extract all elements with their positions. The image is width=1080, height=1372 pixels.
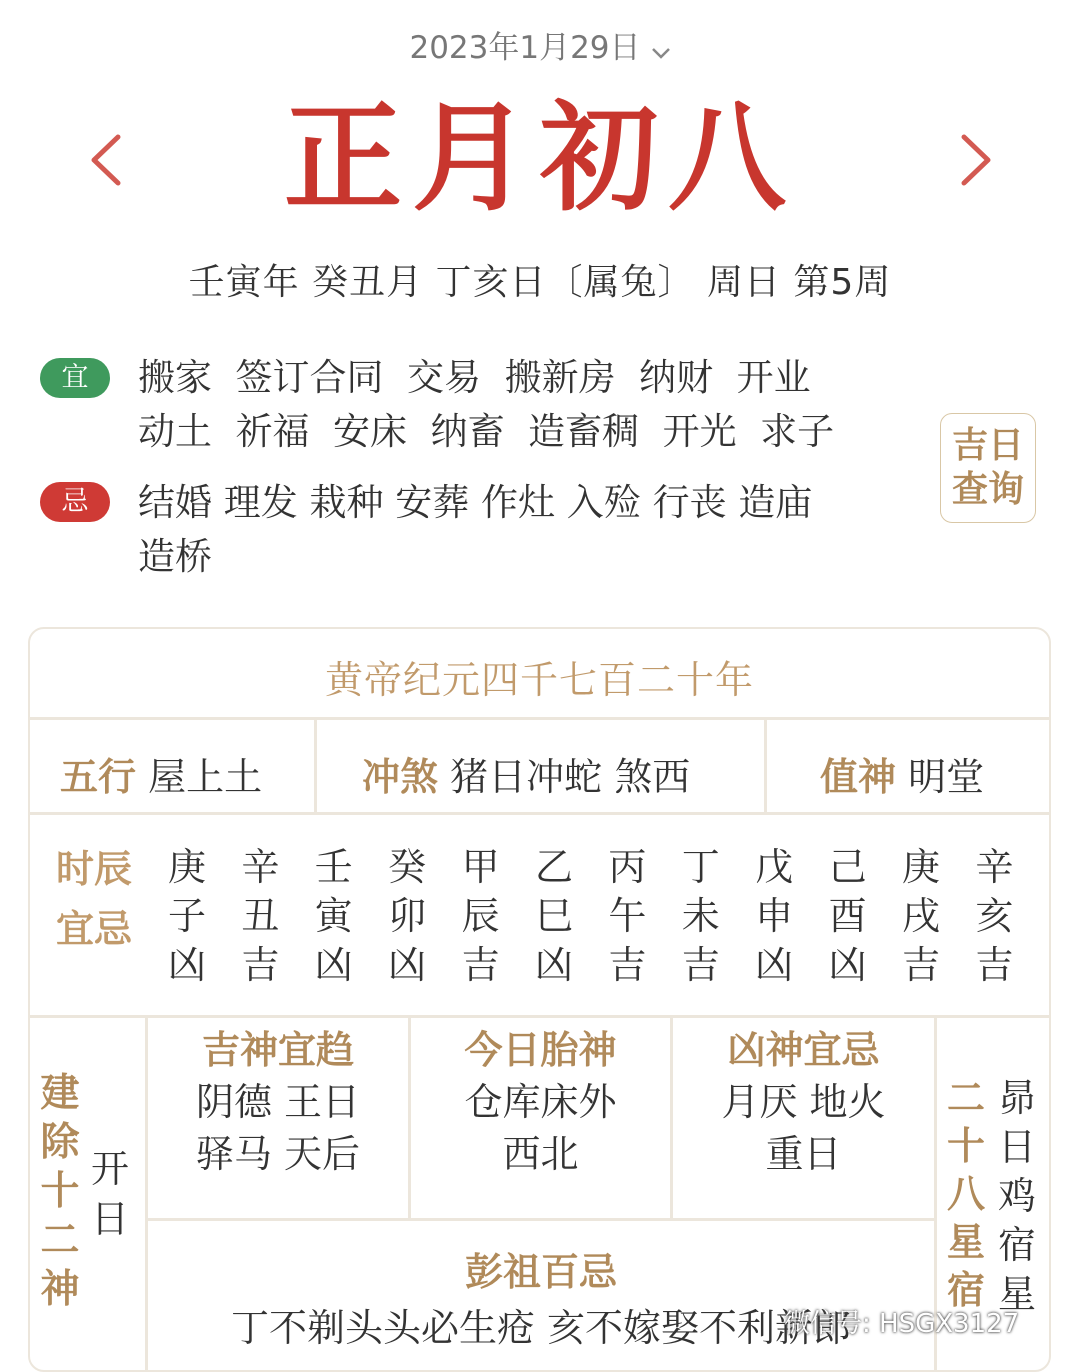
jishen-box <box>148 1024 408 1180</box>
hour-luck: 吉 <box>681 943 720 987</box>
hour-luck: 凶 <box>828 943 867 987</box>
divider <box>314 717 317 813</box>
date-selector[interactable] <box>0 22 1080 68</box>
xiongshen-line-2: 重日 <box>765 1132 842 1176</box>
hour-luck: 凶 <box>755 943 794 987</box>
next-day-arrow-icon[interactable] <box>950 125 1000 195</box>
hour-stem: 己 <box>828 845 867 889</box>
hour-branch: 酉 <box>828 894 867 938</box>
divider <box>30 1015 1051 1018</box>
zhishen-cell <box>820 746 984 801</box>
divider <box>145 1218 937 1221</box>
taishen-box <box>411 1024 670 1180</box>
divider <box>764 717 767 813</box>
divider <box>30 717 1051 720</box>
hour-stem: 戊 <box>755 845 794 889</box>
taishen-line-1: 仓库床外 <box>464 1080 617 1124</box>
ganzhi-info-line: 壬寅年 癸丑月 丁亥日〔属兔〕 周日 第5周 <box>188 262 892 303</box>
hour-column <box>456 843 506 990</box>
huangdi-era-title: 黄帝纪元四千七百二十年 <box>324 658 754 702</box>
hour-column <box>235 843 285 990</box>
almanac-card <box>28 627 1051 1372</box>
hour-luck: 吉 <box>241 943 280 987</box>
chevron-down-icon <box>651 32 671 68</box>
hour-column <box>162 843 212 990</box>
hour-stem: 辛 <box>241 845 280 889</box>
hour-stem: 庚 <box>901 845 940 889</box>
hour-column <box>602 843 652 990</box>
hour-stem: 癸 <box>388 845 427 889</box>
ji-badge: 忌 <box>40 482 110 522</box>
hour-column <box>382 843 432 990</box>
hour-stem: 丁 <box>681 845 720 889</box>
hour-luck: 吉 <box>975 943 1014 987</box>
lunar-date-title: 正月初八 <box>283 89 796 227</box>
hour-branch: 子 <box>167 894 206 938</box>
wuxing-cell <box>60 746 262 801</box>
hour-branch: 寅 <box>314 894 353 938</box>
hour-luck: 凶 <box>167 943 206 987</box>
hour-column <box>529 843 579 990</box>
divider <box>30 812 1051 815</box>
pengzu-text: 丁不剃头头必生疮 亥不嫁娶不利新郎 <box>230 1306 852 1350</box>
date-selector-label: 2023年1月29日 <box>409 30 641 66</box>
taishen-line-2: 西北 <box>502 1132 579 1176</box>
hour-stem: 丙 <box>608 845 647 889</box>
chongsha-value: 猪日冲蛇 煞西 <box>450 755 691 799</box>
zhishen-value: 明堂 <box>908 755 985 799</box>
hour-branch: 辰 <box>461 894 500 938</box>
hour-branch: 亥 <box>975 894 1014 938</box>
hour-stem: 庚 <box>167 845 206 889</box>
pengzu-title: 彭祖百忌 <box>464 1250 617 1294</box>
jishen-title: 吉神宜趋 <box>201 1028 354 1072</box>
hour-stem: 辛 <box>975 845 1014 889</box>
hour-luck: 吉 <box>901 943 940 987</box>
chongsha-cell <box>362 746 690 801</box>
good-activities-line-2: 动土 祈福 安床 纳畜 造畜稠 开光 求子 <box>138 410 835 453</box>
good-activities-line-1: 搬家 签订合同 交易 搬新房 纳财 开业 <box>138 356 811 399</box>
hour-column <box>969 843 1019 990</box>
jianchu-value: 开日 <box>90 1147 129 1241</box>
hour-column <box>896 843 946 990</box>
jishen-line-2: 驿马 天后 <box>195 1132 361 1176</box>
jishen-line-1: 阴德 王日 <box>195 1080 361 1124</box>
hour-branch: 丑 <box>241 894 280 938</box>
lucky-day-query-button[interactable]: 吉日查询 <box>940 413 1036 523</box>
hour-column <box>676 843 726 990</box>
xiongshen-title: 凶神宜忌 <box>727 1028 880 1072</box>
hour-stem: 甲 <box>461 845 500 889</box>
hour-luck: 吉 <box>461 943 500 987</box>
bad-activities-line-2: 造桥 <box>138 535 212 578</box>
hour-column <box>823 843 873 990</box>
yi-badge: 宜 <box>40 358 110 398</box>
hour-column <box>309 843 359 990</box>
hour-branch: 戌 <box>901 894 940 938</box>
hour-branch: 申 <box>755 894 794 938</box>
hour-branch: 巳 <box>534 894 573 938</box>
chongsha-label: 冲煞 <box>362 755 439 799</box>
taishen-title: 今日胎神 <box>464 1028 617 1072</box>
hour-luck: 凶 <box>534 943 573 987</box>
zhishen-label: 值神 <box>820 755 897 799</box>
wechat-watermark: 微信号: HSGX3127 <box>784 1309 1020 1339</box>
hour-luck: 凶 <box>388 943 427 987</box>
hour-stem: 乙 <box>534 845 573 889</box>
hour-branch: 未 <box>681 894 720 938</box>
jianchu-label: 建除十二神 <box>40 1071 80 1312</box>
xiongshen-line-1: 月厌 地火 <box>721 1080 886 1124</box>
hour-column <box>749 843 799 990</box>
bad-activities-line-1: 结婚 理发 栽种 安葬 作灶 入殓 行丧 造庙 <box>138 481 813 524</box>
xiu-label: 二十八星宿 <box>946 1076 985 1312</box>
hour-branch: 卯 <box>388 894 427 938</box>
wuxing-label: 五行 <box>60 755 137 799</box>
shichen-yiji-label: 时辰宜忌 <box>56 847 133 951</box>
wuxing-value: 屋上土 <box>148 755 263 799</box>
hour-stem: 壬 <box>314 845 353 889</box>
xiu-value: 昴日鸡宿星 <box>997 1076 1036 1316</box>
hour-luck: 凶 <box>314 943 353 987</box>
hour-branch: 午 <box>608 894 647 938</box>
hour-luck: 吉 <box>608 943 647 987</box>
xiongshen-box <box>673 1024 934 1180</box>
